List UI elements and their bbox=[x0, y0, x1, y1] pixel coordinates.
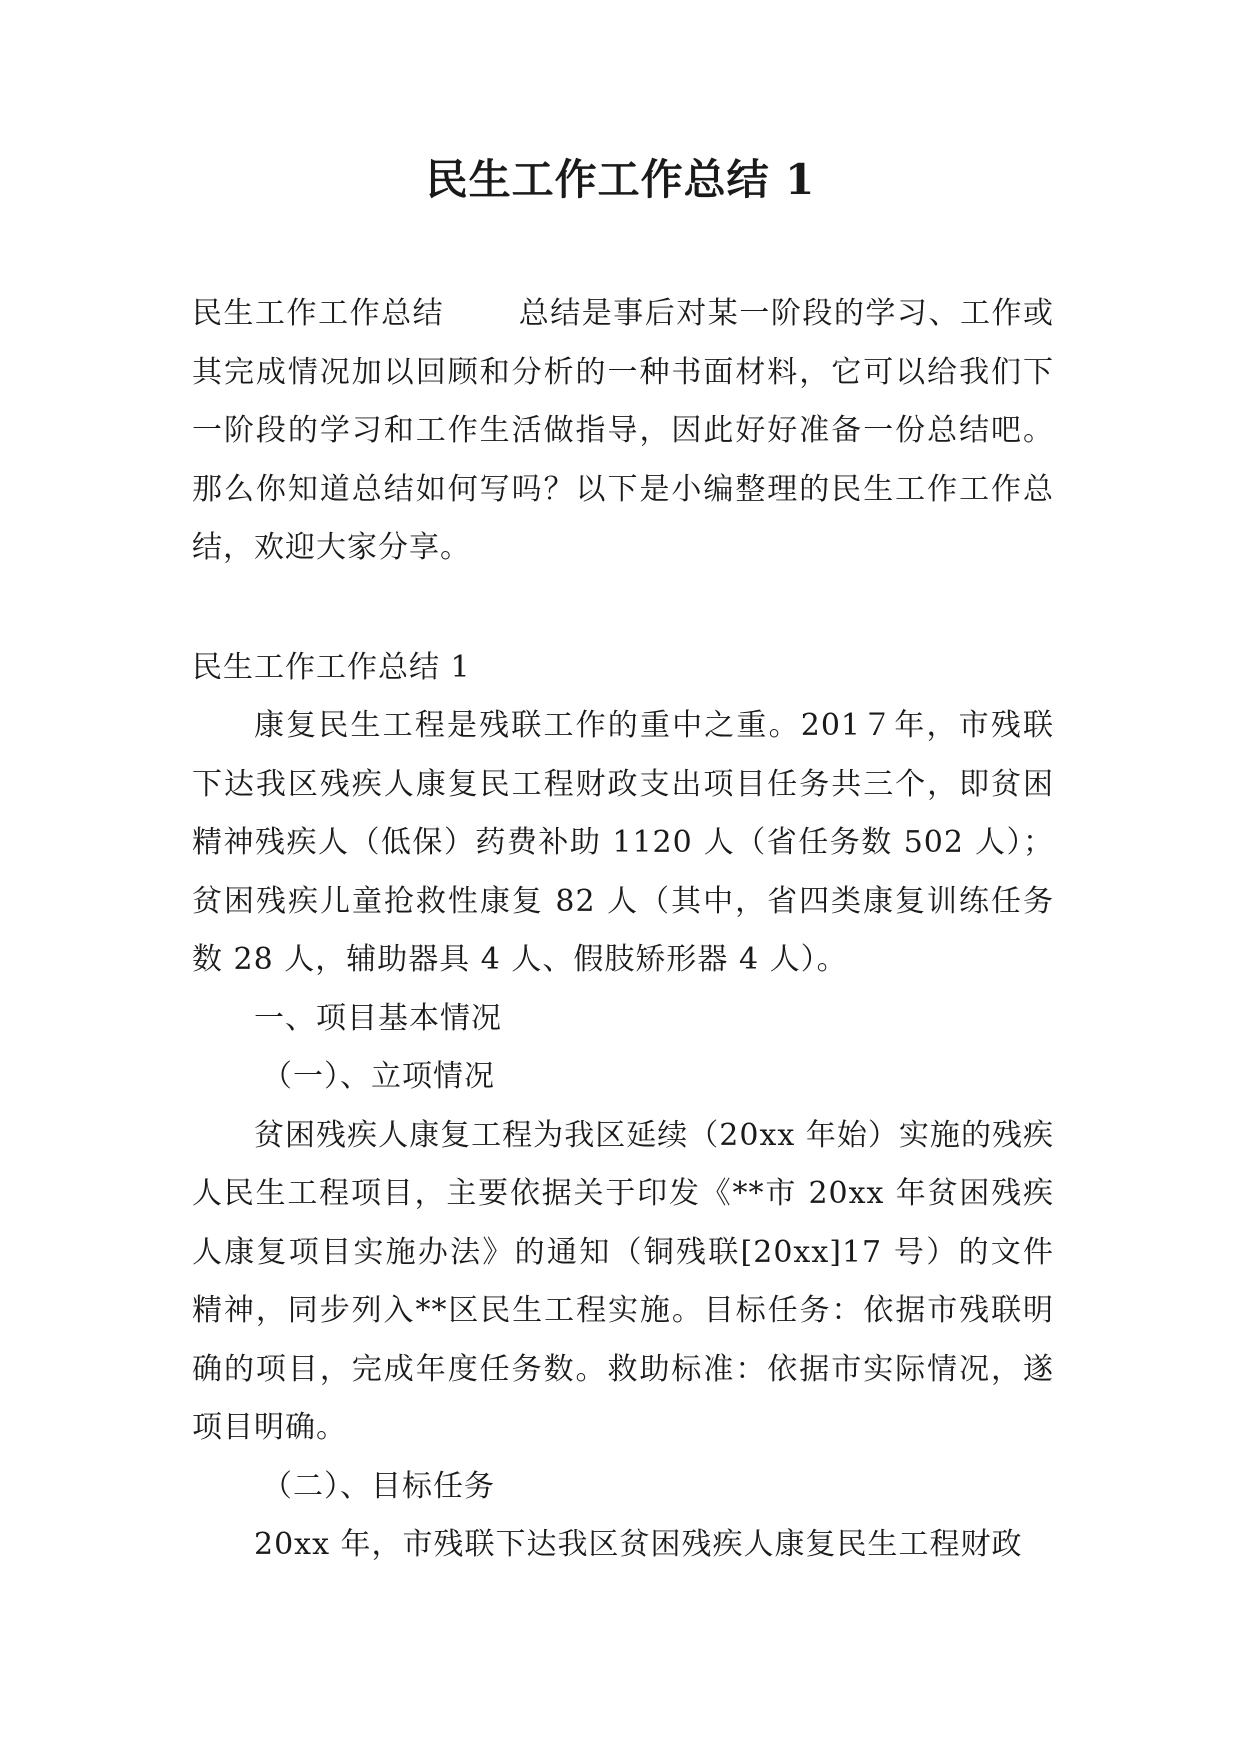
subheading-project-setup: （一）、立项情况 bbox=[262, 1059, 495, 1094]
intro-paragraph bbox=[192, 285, 1054, 578]
paragraph-targets: 20xx 年，市残联下达我区贫困残疾人康复民生工程财政 bbox=[254, 1527, 1023, 1562]
intro-lead: 民生工作工作总结 bbox=[192, 296, 445, 331]
subheading-targets: （二）、目标任务 bbox=[262, 1468, 495, 1504]
document-title: 民生工作工作总结 1 bbox=[425, 155, 816, 204]
paragraph-project-setup: 贫困残疾人康复工程为我区延续（20xx 年始）实施的残疾人民生工程项目，主要依据关于印发《**市 20xx 年贫困残疾人康复项目实施办法》的通知（铜残联[20xx]17 号）的文件精神，同步列入**区民生工程实施。目标任务：依据市残联明确的项目，完成年度任务数。救助标准：依据市实际情况，遂项目明确。 bbox=[192, 1117, 1054, 1445]
section-heading: 民生工作工作总结 1 bbox=[192, 650, 471, 685]
paragraph-overview: 康复民生工程是残联工作的重中之重。201７年，市残联下达我区残疾人康复民工程财政支出项目任务共三个，即贫困精神残疾人（低保）药费补助 1120 人（省任务数 502 人）；贫困残疾儿童抢救性康复 82 人（其中，省四类康复训练任务数 28 人，辅助器具 4 人、假肢矫形器 4 人）。 bbox=[192, 708, 1054, 977]
intro-text: 总结是事后对某一阶段的学习、工作或其完成情况加以回顾和分析的一种书面材料，它可以给我们下一阶段的学习和工作生活做指导，因此好好准备一份总结吧。那么你知道总结如何写吗？以下是小编整理的民生工作工作总结，欢迎大家分享。 bbox=[192, 296, 1055, 565]
heading-project-basics: 一、项目基本情况 bbox=[254, 1000, 502, 1036]
section-body bbox=[192, 697, 1054, 1575]
